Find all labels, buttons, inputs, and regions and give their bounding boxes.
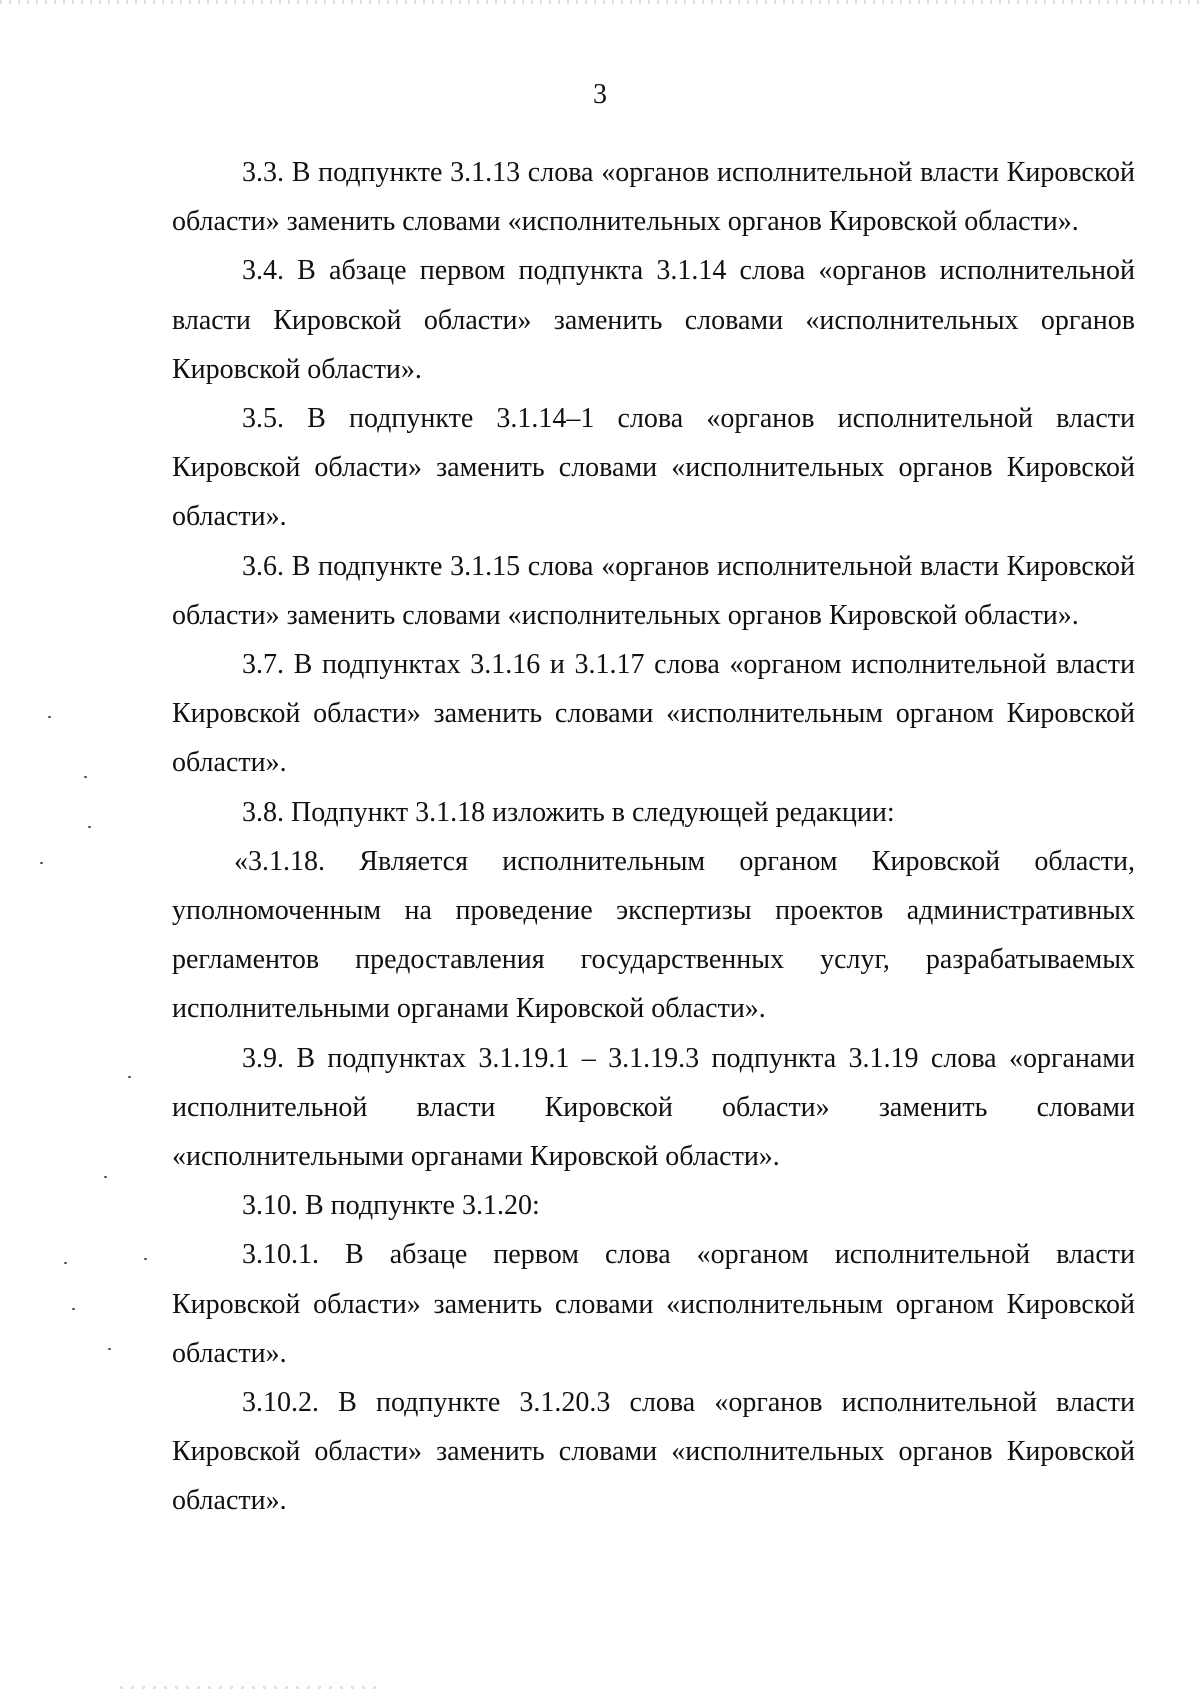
scan-speck — [104, 1176, 107, 1178]
paragraph-3-7: 3.7. В подпунктах 3.1.16 и 3.1.17 слова «органом исполнительной власти Кировской области» заменить словами «исполнительным органом Кировской области». — [172, 649, 1135, 779]
paragraph-3-5: 3.5. В подпункте 3.1.14–1 слова «органов исполнительной власти Кировской области» заменить словами «исполнительных органов Кировской области». — [172, 403, 1135, 533]
scan-speck — [40, 862, 43, 864]
paragraph-3-10: 3.10. В подпункте 3.1.20: — [242, 1190, 540, 1222]
page-number: 3 — [593, 79, 607, 110]
scan-speck — [84, 776, 87, 778]
paragraph-3-4: 3.4. В абзаце первом подпункта 3.1.14 слова «органов исполнительной власти Кировской области» заменить словами «исполнительных органов Кировской области». — [172, 255, 1135, 385]
scan-speck — [48, 716, 51, 718]
paragraph-3-6: 3.6. В подпункте 3.1.15 слова «органов исполнительной власти Кировской области» заменить словами «исполнительных органов Кировской области». — [172, 550, 1135, 631]
scan-speck — [72, 1308, 75, 1310]
scan-speck — [88, 826, 91, 828]
document-body — [172, 148, 1135, 1526]
scan-noise-top — [0, 0, 1200, 4]
scan-speck — [128, 1076, 131, 1078]
scan-speck — [108, 1348, 111, 1350]
paragraph-3-10-1: 3.10.1. В абзаце первом слова «органом исполнительной власти Кировской области» заменить словами «исполнительным органом Кировской области». — [172, 1239, 1135, 1369]
scan-speck — [144, 1258, 147, 1260]
paragraph-3-10-2: 3.10.2. В подпункте 3.1.20.3 слова «органов исполнительной власти Кировской области» заменить словами «исполнительных органов Кировской области». — [172, 1387, 1135, 1517]
paragraph-3-9: 3.9. В подпунктах 3.1.19.1 – 3.1.19.3 подпункта 3.1.19 слова «органами исполнительной власти Кировской области» заменить словами «исполнительными органами Кировской области». — [172, 1042, 1135, 1173]
paragraph-3-3: 3.3. В подпункте 3.1.13 слова «органов исполнительной власти Кировской области» заменить словами «исполнительных органов Кировской области». — [172, 157, 1135, 238]
paragraph-3-1-18-quote: «3.1.18. Является исполнительным органом Кировской области, уполномоченным на проведение экспертизы проектов административных регламентов предоставления государственных услуг, разрабатываемых исполнительными органами Кировской области». — [172, 845, 1135, 1025]
scan-speck — [64, 1262, 67, 1264]
scan-noise-bottom — [120, 1686, 380, 1689]
paragraph-3-8: 3.8. Подпункт 3.1.18 изложить в следующей редакции: — [242, 796, 895, 828]
